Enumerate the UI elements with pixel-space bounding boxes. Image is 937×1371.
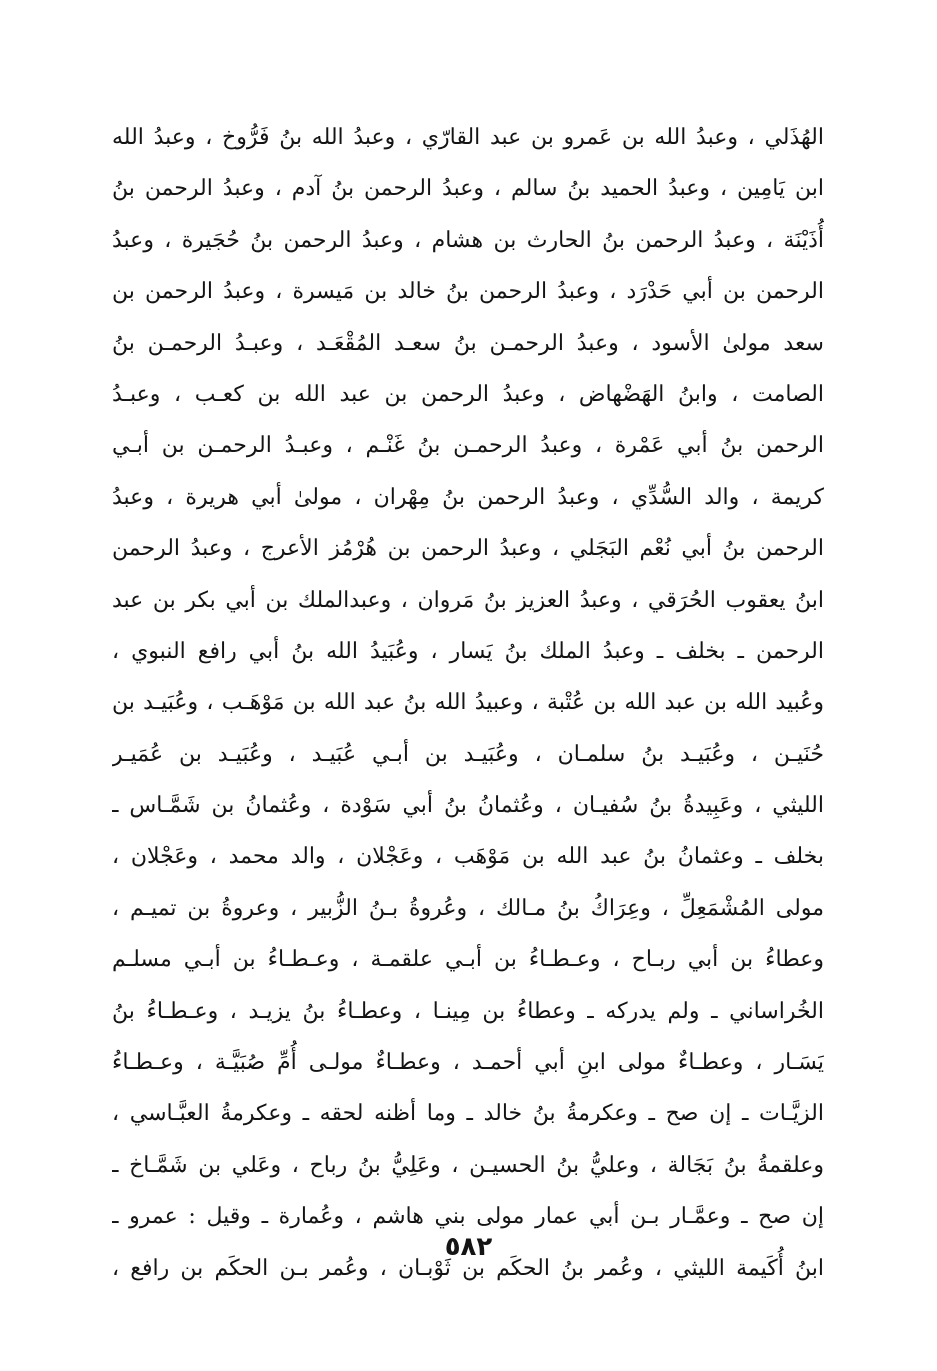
text-line-22: إن صح ـ وعمَّـار بـن أبي عمار مولى بني هاشم ، وعُمارة ـ وقيل : عمرو ـ [112,1204,824,1230]
text-line-19: يَسَـار ، وعطـاءٌ مولى ابنِ أبي أحمـد ، وعطـاءٌ مولـى أُمِّ صُبَيَّـة ، وعـطـاءُ [112,1050,824,1076]
text-line-8: كريمة ، والد السُّدِّي ، وعبدُ الرحمن بنُ مِهْران ، مولىٰ أبي هريرة ، وعبدُ [112,484,824,510]
text-line-16: مولى المُشْمَعِلِّ ، وعِرَاكُ بنُ مـالك ، وعُروةُ بـنُ الزُّبير ، وعروةُ بن تميـم ، [112,895,824,921]
page-number: ٥٨٢ [444,1232,493,1262]
text-line-15: بخلف ـ وعثمانُ بنُ عبد الله بن مَوْهَب ، وعَجْلان ، والد محمد ، وعَجْلان ، [112,844,824,870]
text-line-23: ابنُ أُكَيمة الليثي ، وعُمر بنُ الحكَم بن ثَوْبـان ، وعُمر بـن الحكَم بن رافع ، [112,1255,824,1281]
text-line-6: الصامت ، وابنُ الهَضْهاض ، وعبدُ الرحمن بن عبد الله بن كعـب ، وعبـدُ [112,381,824,407]
text-line-17: وعطاءُ بن أبي ربـاح ، وعـطـاءُ بن أبـي علقمـة ، وعـطـاءُ بن أبـي مسلـم [112,947,824,973]
text-line-21: وعلقمةُ بنُ بَجَالة ، وعليُّ بنُ الحسيـن ، وعَلِيُّ بنُ رباح ، وعَلي بن شَمَّـاخ ـ [112,1152,824,1178]
text-line-14: الليثي ، وعَبِيدةُ بنُ سُفيـان ، وعُثمانُ بنُ أبي سَوْدة ، وعُثمانُ بن شَمَّـاس ـ [112,793,824,819]
text-line-2: ابن يَامِين ، وعبدُ الحميد بنُ سالم ، وعبدُ الرحمن بنُ آدم ، وعبدُ الرحمن بنُ [112,176,824,202]
text-line-13: حُنَيـن ، وعُبَيـد بنُ سلمـان ، وعُبَيـد بن أبـي عُبَيـد ، وعُبَيـد بن عُمَيـر [112,741,824,767]
text-line-7: الرحمن بنُ أبي عَمْرة ، وعبدُ الرحمـن بنُ غَنْـم ، وعبـدُ الرحمـن بن أبـي [112,433,824,459]
text-line-3: أُذَيْنَة ، وعبدُ الرحمن بنُ الحارث بن هشام ، وعبدُ الرحمن بنُ حُجَيرة ، وعبدُ [112,227,824,253]
text-line-1: الهُذَلي ، وعبدُ الله بن عَمرو بن عبد القارّي ، وعبدُ الله بنُ فَرُّوخ ، وعبدُ الله [112,125,824,150]
body-text [112,112,824,1294]
text-line-20: الزيَّـات ـ إن صح ـ وعكرمةُ بنُ خالد ـ وما أظنه لحقه ـ وعكرمةُ العبَّـاسي ، [112,1101,824,1127]
text-line-4: الرحمن بن أبي حَدْرَد ، وعبدُ الرحمن بنُ خالد بن مَيسرة ، وعبدُ الرحمن بن [112,279,824,305]
text-line-18: الخُراساني ـ ولم يدركه ـ وعطاءُ بن مِينـا ، وعطـاءُ بنُ يزيـد ، وعـطـاءُ بنُ [112,998,824,1024]
text-line-9: الرحمن بنُ أبي نُعْم البَجَلي ، وعبدُ الرحمن بن هُرْمُز الأعرج ، وعبدُ الرحمن [112,536,824,562]
text-line-10: ابنُ يعقوب الحُرَقي ، وعبدُ العزيز بنُ مَروان ، وعبدالملك بن أبي بكر بن عبد [112,587,824,613]
text-line-12: وعُبيد الله بن عبد الله بن عُتْبة ، وعبيدُ الله بنُ عبد الله بن مَوْهَـب ، وعُبَيـد بن [112,690,824,716]
text-line-11: الرحمن ـ بخلف ـ وعبدُ الملك بنُ يَسار ، وعُبَيدُ الله بنُ أبي رافع النبوي ، [112,638,824,664]
text-line-5: سعد مولىٰ الأسود ، وعبدُ الرحمـن بنُ سعـد المُقْعَـد ، وعبـدُ الرحمـن بنُ [112,330,824,356]
